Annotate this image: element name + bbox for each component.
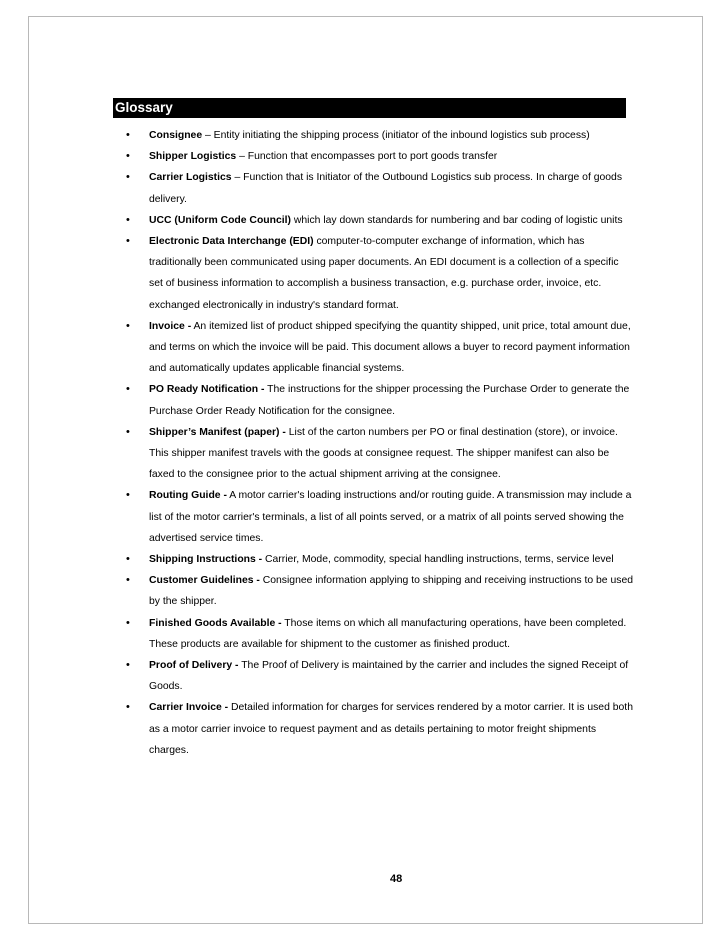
glossary-item-shipper-logistics [113,146,633,167]
glossary-definition: Consignee information applying to shipping and receiving instructions to be used by the shipper. [149,575,633,608]
glossary-item-consignee [113,125,633,146]
glossary-item-proof-of-delivery [113,655,633,697]
bullet-icon: • [126,616,130,629]
glossary-term: Finished Goods Available - [149,617,282,629]
bullet-icon: • [126,701,130,714]
glossary-definition: Carrier, Mode, commodity, special handling instructions, terms, service level [262,554,614,566]
page-number: 48 [390,873,403,885]
bullet-icon: • [126,425,130,438]
glossary-term: Shipper’s Manifest (paper) - [149,426,286,438]
bullet-icon: • [126,489,130,502]
glossary-term: Carrier Invoice - [149,702,229,714]
bullet-icon: • [126,235,130,248]
glossary-item-invoice [113,316,633,380]
bullet-icon: • [126,129,130,141]
glossary-term: UCC (Uniform Code Council) [149,214,291,226]
glossary-definition: computer-to-computer exchange of information, which has traditionally been communicated using paper documents. An EDI document is a collection of a specific set of business information to accomplish a business transaction, e.g. purchase order, invoice, etc. exchanged electronically in industry's standard format. [149,236,619,311]
glossary-item-carrier-invoice [113,697,633,761]
glossary-definition: – Function that is Initiator of the Outbound Logistics sub process. In charge of goods delivery. [149,172,623,205]
glossary-term: Customer Guidelines - [149,575,260,587]
bullet-icon: • [126,574,130,587]
bullet-icon: • [126,171,130,184]
glossary-term: Consignee [149,130,203,141]
glossary-item-routing-guide [113,485,633,549]
glossary-item-po-ready-notification [113,379,633,421]
glossary-term: Shipper Logistics [149,151,237,163]
bullet-icon: • [126,383,130,396]
glossary-term: Shipping Instructions - [149,554,263,566]
glossary-item-shippers-manifest [113,422,633,486]
glossary-definition: – Function that encompasses port to port goods transfer [236,151,498,163]
bullet-icon: • [126,150,130,163]
bullet-icon: • [126,213,130,226]
glossary-term: Routing Guide - [149,490,227,502]
glossary-definition: A motor carrier's loading instructions and/or routing guide. A transmission may include a list of the motor carrier's terminals, a list of all points served, or a matrix of all points served showing the advertised service times. [149,490,632,544]
bullet-icon: • [126,553,130,566]
glossary-term: Proof of Delivery - [149,660,239,672]
glossary-item-customer-guidelines [113,570,633,612]
bullet-icon: • [126,659,130,672]
glossary-definition: List of the carton numbers per PO or final destination (store), or invoice. This shipper manifest travels with the goods at consignee request. The shipper manifest can also be faxed to the consignee prior to the actual shipment arriving at the consignee. [149,426,618,481]
glossary-definition: which lay down standards for numbering and bar coding of logistic units [291,214,623,226]
glossary-definition: The instructions for the shipper processing the Purchase Order to generate the Purchase Order Ready Notification for the consignee. [149,384,630,417]
glossary-item-shipping-instructions [113,549,633,570]
glossary-term: PO Ready Notification - [149,384,265,396]
glossary-term: Invoice - [149,320,192,332]
glossary-item-ucc [113,210,633,231]
bullet-icon: • [126,319,130,332]
glossary-definition: The Proof of Delivery is maintained by the carrier and includes the signed Receipt of Goods. [149,660,629,693]
glossary-definition: Detailed information for charges for services rendered by a motor carrier. It is used both as a motor carrier invoice to request payment and as details pertaining to motor freight shipments charges. [149,702,633,756]
glossary-term: Electronic Data Interchange (EDI) [149,236,314,248]
glossary-item-finished-goods-available [113,613,633,655]
glossary-term: Carrier Logistics [149,172,232,184]
section-title: Glossary [115,100,173,115]
glossary-heading-bar [113,98,626,118]
glossary-list [113,125,633,761]
glossary-definition: Those items on which all manufacturing operations, have been completed. These products are available for shipment to the customer as finished product. [149,617,627,650]
glossary-item-carrier-logistics [113,167,633,209]
glossary-definition: An itemized list of product shipped specifying the quantity shipped, unit price, total amount due, and terms on which the invoice will be paid. This document allows a buyer to record payment information and automatically updates applicable financial systems. [149,320,631,375]
glossary-item-edi [113,231,633,316]
glossary-definition: – Entity initiating the shipping process (initiator of the inbound logistics sub process) [202,130,590,141]
